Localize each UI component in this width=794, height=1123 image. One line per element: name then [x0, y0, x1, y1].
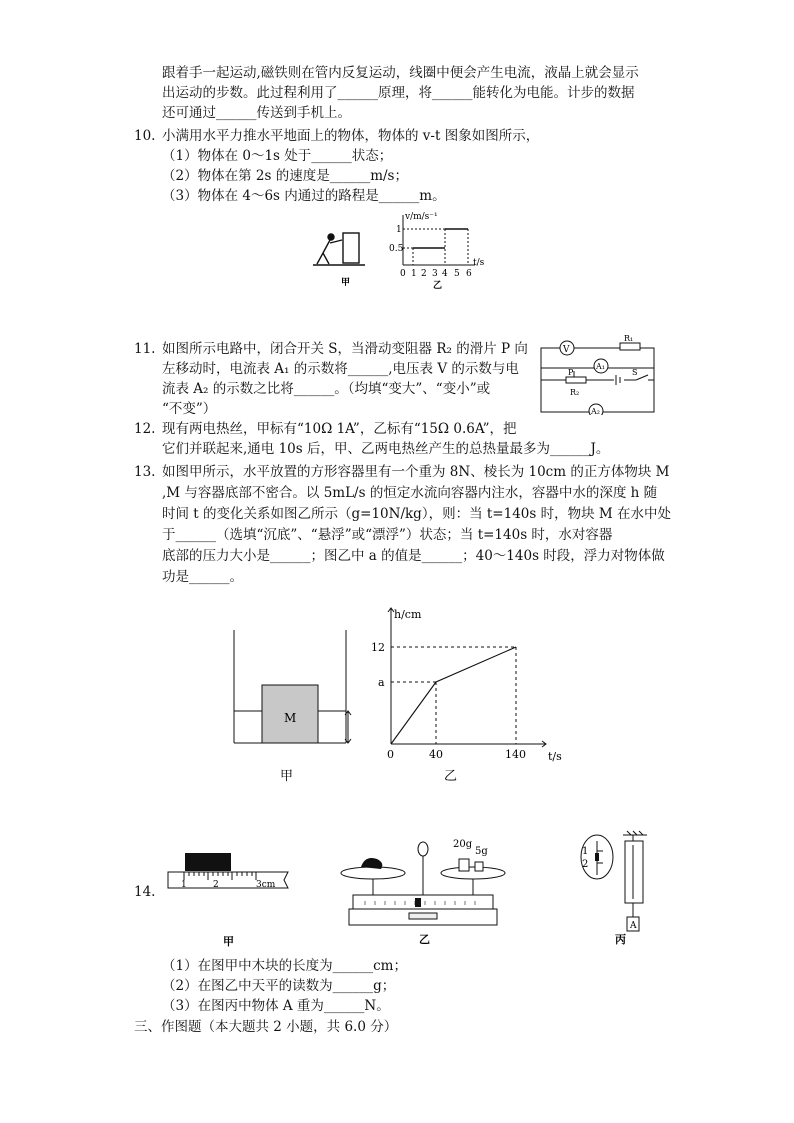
- q10-stem: 小满用水平力推水平地面上的物体，物体的 v-t 图象如图所示，: [162, 128, 540, 144]
- fig11-ammeter1-label: A₁: [596, 362, 605, 371]
- fig10-xtick-2: 2: [421, 269, 427, 279]
- q9-line-2: 出运动的步数。此过程利用了______原理，将______能转化为电能。计步的数据: [162, 85, 635, 101]
- q13-line-1: 如图甲所示，水平放置的方形容器里有一个重为 8N、棱长为 10cm 的正方体物块 M: [162, 464, 670, 480]
- fig11-switch-label: S: [632, 368, 638, 377]
- weight-5g-label: 5g: [475, 846, 488, 857]
- q10-part-3: （3）物体在 4～6s 内通过的路程是______m。: [162, 188, 446, 204]
- fig10-y-axis-label: v/m/s⁻¹: [405, 212, 438, 222]
- fig10-ytick-05: 0.5: [389, 244, 404, 254]
- weight-20g-label: 20g: [453, 839, 473, 850]
- q12-number: 12.: [134, 421, 156, 437]
- fig13-ytick-a: a: [378, 676, 385, 689]
- q12-line-1: 现有两电热丝，甲标有“10Ω 1A”，乙标有“15Ω 0.6A”，把: [162, 421, 517, 437]
- fig11-r2-label: R₂: [570, 388, 580, 397]
- q10-figure: [305, 205, 495, 300]
- rider-weight: [415, 898, 421, 907]
- q11-line-3: 流表 A₂ 的示数之比将______。（均填“变大”、“变小”或: [162, 381, 491, 397]
- q11-line-2: 左移动时，电流表 A₁ 的示数将______,电压表 V 的示数与电: [162, 361, 519, 377]
- fig14-caption-b: 乙: [419, 933, 430, 946]
- fig11-r1-label: R₁: [624, 334, 634, 343]
- q13-number: 13.: [134, 464, 156, 480]
- q11-line-4: “不变”）: [162, 401, 217, 417]
- q13-line-5: 底部的压力大小是______；图乙中 a 的值是______；40～140s 时段，浮力对物体做: [162, 548, 665, 564]
- fig10-xtick-0: 0: [400, 269, 406, 279]
- ruler-label-3cm: 3cm: [256, 880, 276, 890]
- q13-container-figure: [226, 625, 361, 785]
- fig13-caption-left: 甲: [280, 769, 294, 784]
- fig13-x-axis-label: t/s: [548, 750, 562, 763]
- fig11-slider-label: P: [568, 368, 574, 377]
- fig10-xtick-4: 4: [442, 269, 448, 279]
- fig11-voltmeter-label: V: [563, 345, 570, 355]
- q14-number: 14.: [134, 884, 156, 900]
- q13-line-6: 功是______。: [162, 569, 243, 585]
- q11-line-1: 如图所示电路中，闭合开关 S，当滑动变阻器 R₂ 的滑片 P 向: [162, 341, 528, 357]
- q11-circuit-figure: [538, 333, 660, 415]
- fig14-caption-c: 丙: [615, 933, 626, 946]
- fig10-caption-left: 甲: [341, 278, 351, 288]
- fig13-ytick-12: 12: [371, 641, 385, 654]
- q14-balance-figure: [335, 835, 510, 950]
- fig10-caption-right: 乙: [433, 281, 443, 291]
- q14-part-2: （2）在图乙中天平的读数为______g；: [162, 978, 396, 994]
- fig11-ammeter2-label: A₂: [591, 407, 600, 415]
- q10-part-1: （1）物体在 0～1s 处于______状态；: [162, 148, 393, 164]
- q9-line-3: 还可通过______传送到手机上。: [162, 105, 351, 121]
- wood-block: [185, 853, 231, 871]
- section-3-heading: 三、作图题（本大题共 2 小题，共 6.0 分）: [134, 1019, 398, 1035]
- fig10-xtick-6: 6: [466, 269, 472, 279]
- scale-label-1: 1: [582, 846, 589, 857]
- q14-part-3: （3）在图丙中物体 A 重为______N。: [162, 998, 390, 1014]
- ruler-label-1: 1: [181, 880, 187, 890]
- fig10-xtick-5: 5: [454, 269, 460, 279]
- ruler-label-2: 2: [213, 880, 219, 890]
- fig13-xtick-40: 40: [429, 748, 443, 761]
- fig14-caption-a: 甲: [223, 935, 234, 948]
- fig10-x-axis-label: t/s: [473, 258, 485, 268]
- fig10-ytick-1: 1: [396, 225, 402, 235]
- fig13-caption-right: 乙: [444, 769, 458, 784]
- q14-ruler-figure: [160, 845, 295, 950]
- fig13-xtick-140: 140: [505, 748, 526, 761]
- fig13-xtick-0: 0: [387, 748, 394, 761]
- object-a-label: A: [630, 921, 637, 931]
- q9-line-1: 跟着手一起运动,磁铁则在管内反复运动，线圈中便会产生电流，液晶上就会显示: [162, 65, 639, 81]
- q13-line-4: 于______（选填“沉底”、“悬浮”或“漂浮”）状态；当 t=140s 时，水对容器: [162, 527, 613, 543]
- q13-h-t-graph: [370, 600, 570, 785]
- q13-line-3: 时间 t 的变化关系如图乙所示（g=10N/kg），则：当 t=140s 时，物块 M 在水中处: [162, 506, 671, 522]
- q10-part-2: （2）物体在第 2s 的速度是______m/s；: [162, 168, 408, 184]
- scale-label-2: 2: [582, 859, 589, 870]
- fig10-xtick-3: 3: [432, 269, 438, 279]
- q10-number: 10.: [134, 128, 156, 144]
- q13-line-2: ,M 与容器底部不密合。以 5mL/s 的恒定水流向容器内注水，容器中水的深度 h 随: [162, 485, 658, 501]
- fig10-xtick-1: 1: [411, 269, 417, 279]
- q11-number: 11.: [134, 341, 156, 357]
- q14-part-1: （1）在图甲中木块的长度为______cm；: [162, 958, 407, 974]
- person-pushing-box-illustration: [313, 233, 365, 265]
- q14-spring-scale-figure: [575, 825, 655, 950]
- block-m-label: M: [284, 711, 297, 725]
- fig13-y-axis-label: h/cm: [394, 608, 422, 621]
- q12-line-2: 它们并联起来,通电 10s 后，甲、乙两电热丝产生的总热量最多为______J。: [162, 441, 610, 457]
